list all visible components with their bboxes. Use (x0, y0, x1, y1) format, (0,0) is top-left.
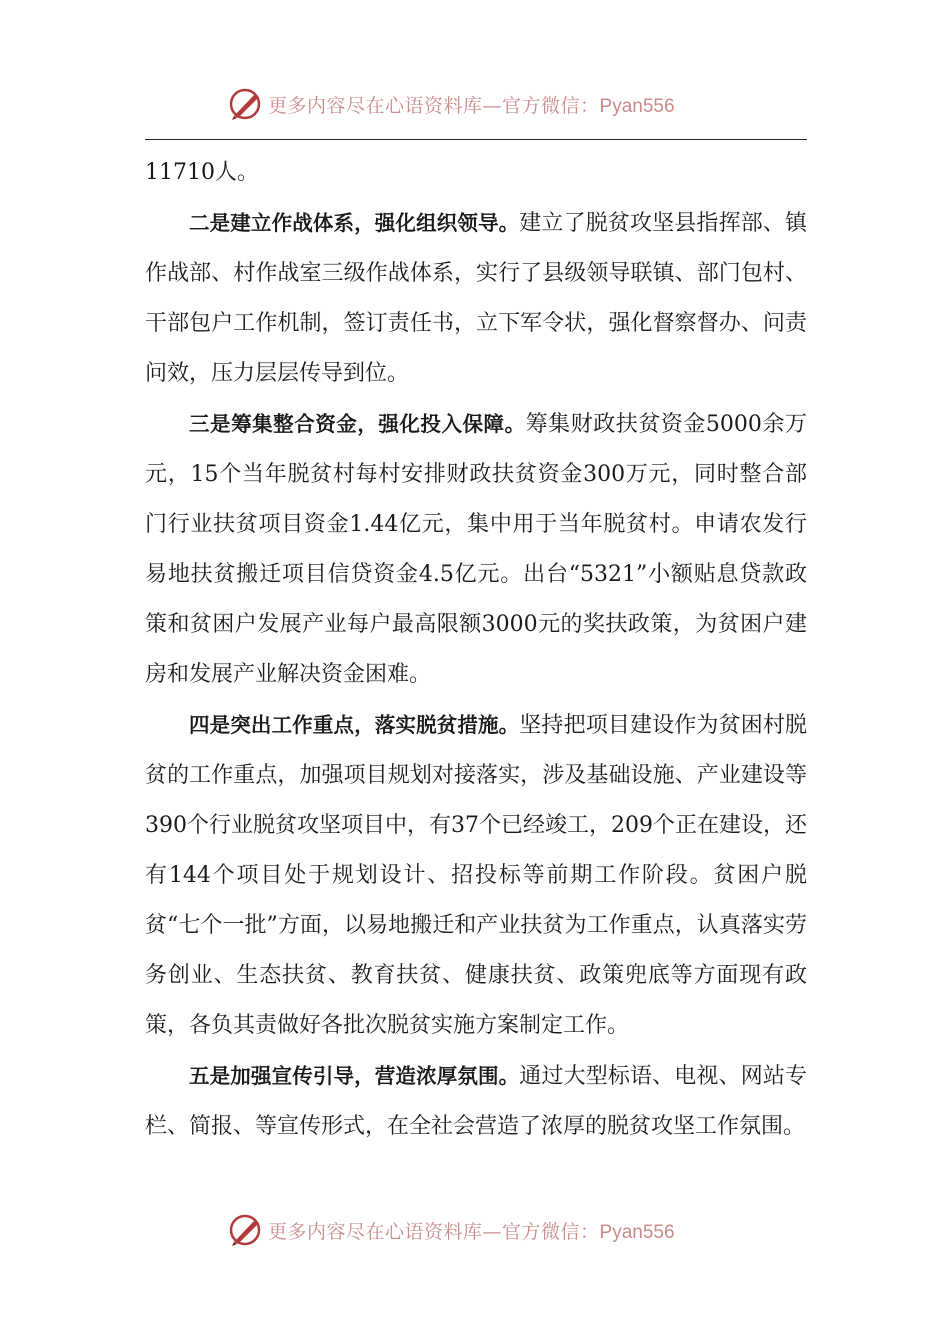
header-divider (145, 139, 807, 140)
paragraph-heading: 三是筹集整合资金，强化投入保障。 (189, 412, 526, 436)
paragraph-2: 二是建立作战体系，强化组织领导。建立了脱贫攻坚县指挥部、镇作战部、村作战室三级作战体系，实行了县级领导联镇、部门包村、干部包户工作机制，签订责任书，立下军令状，强化督察督办、问责问效，压力层层传导到位。 (145, 211, 807, 386)
paragraph-heading: 二是建立作战体系，强化组织领导。 (189, 211, 520, 235)
document-body (145, 148, 807, 1152)
pen-logo-icon (228, 86, 264, 122)
paragraph-5: 五是加强宣传引导，营造浓厚氛围。通过大型标语、电视、网站专栏、简报、等宣传形式，在全社会营造了浓厚的脱贫攻坚工作氛围。 (145, 1064, 807, 1139)
watermark-footer (228, 1210, 675, 1250)
paragraph-continuation: 11710人。 (145, 160, 259, 185)
paragraph-heading: 五是加强宣传引导，营造浓厚氛围。 (189, 1064, 520, 1088)
watermark-header (228, 84, 675, 124)
paragraph-4: 四是突出工作重点，落实脱贫措施。坚持把项目建设作为贫困村脱贫的工作重点，加强项目规划对接落实，涉及基础设施、产业建设等390个行业脱贫攻坚项目中，有37个已经竣工，209个正在建设，还有144个项目处于规划设计、招投标等前期工作阶段。贫困户脱贫“七个一批”方面，以易地搬迁和产业扶贫为工作重点，认真落实劳务创业、生态扶贫、教育扶贫、健康扶贫、政策兜底等方面现有政策，各负其责做好各批次脱贫实施方案制定工作。 (145, 713, 807, 1038)
watermark-text: 更多内容尽在心语资料库—官方微信：Pyan556 (268, 94, 675, 117)
watermark-text: 更多内容尽在心语资料库—官方微信：Pyan556 (268, 1220, 675, 1243)
paragraph-3: 三是筹集整合资金，强化投入保障。筹集财政扶贫资金5000余万元，15个当年脱贫村每村安排财政扶贫资金300万元，同时整合部门行业扶贫项目资金1.44亿元，集中用于当年脱贫村。申请农发行易地扶贫搬迁项目信贷资金4.5亿元。出台“5321”小额贴息贷款政策和贫困户发展产业每户最高限额3000元的奖扶政策，为贫困户建房和发展产业解决资金困难。 (145, 412, 807, 687)
pen-logo-icon (228, 1212, 264, 1248)
paragraph-heading: 四是突出工作重点，落实脱贫措施。 (189, 713, 520, 737)
